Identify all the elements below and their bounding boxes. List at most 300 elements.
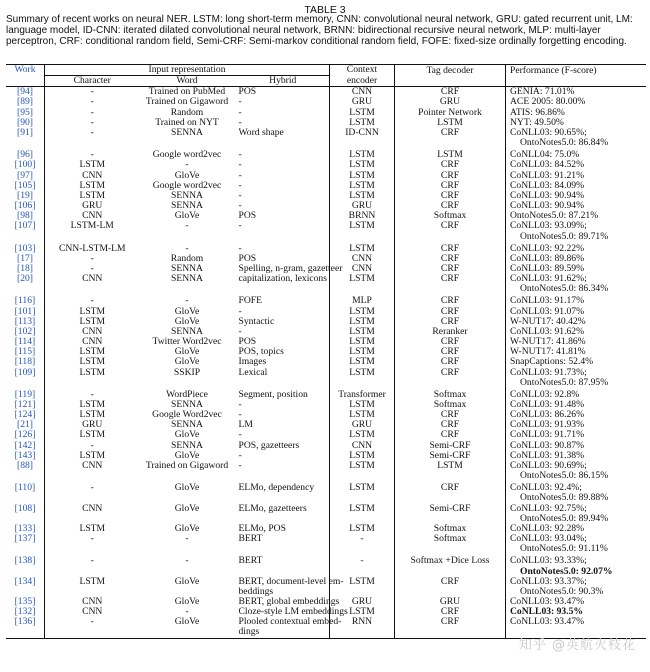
table-row	[6, 221, 646, 231]
cell-word: -	[185, 295, 189, 307]
cell-context-encoder: LSTM	[330, 481, 395, 493]
cell-work	[6, 232, 45, 242]
cell-word: GloVe	[174, 169, 200, 181]
cell-work[interactable]: [107]	[6, 221, 45, 231]
cell-performance: CoNLL03: 91.93%	[510, 419, 585, 431]
cell-word: SENNA	[171, 419, 203, 431]
cell-word	[140, 232, 235, 242]
cell-word: Twitter Word2vec	[152, 336, 222, 348]
cell-tag-decoder: CRF	[395, 410, 506, 420]
cell-hybrid	[235, 232, 330, 242]
cell-context-encoder: LSTM	[330, 524, 395, 534]
cell-work[interactable]: [101]	[6, 307, 45, 317]
table-row	[6, 242, 646, 254]
header-performance: Performance (F-score)	[506, 65, 647, 76]
cell-context-encoder: CNN	[330, 264, 395, 274]
cell-hybrid: POS, gazetteers	[238, 439, 300, 451]
cell-character: LSTM	[79, 315, 106, 327]
cell-work[interactable]: [98]	[6, 211, 45, 221]
cell-performance: W-NUT17: 41.81%	[510, 346, 586, 358]
cell-tag-decoder	[395, 284, 506, 294]
cell-word: SENNA	[171, 200, 203, 212]
cell-performance: CoNLL03: 92.28%	[510, 522, 585, 534]
cell-tag-decoder: CRF	[395, 191, 506, 201]
cell-character: LSTM	[79, 179, 106, 191]
cell-hybrid: -	[238, 409, 242, 421]
cell-context-encoder: GRU	[330, 420, 395, 430]
cell-tag-decoder	[395, 627, 506, 638]
cell-word: SENNA	[171, 399, 203, 410]
cell-context-encoder: Transformer	[330, 388, 395, 400]
table-row	[6, 544, 646, 554]
cell-work[interactable]: [121]	[6, 400, 45, 410]
cell-context-encoder: LSTM	[330, 108, 395, 118]
cell-character: LSTM	[79, 409, 106, 421]
cell-character: -	[90, 149, 94, 161]
cell-character: -	[90, 262, 94, 274]
header-word: Word	[140, 76, 235, 87]
cell-hybrid: -	[238, 189, 242, 201]
header-character: Character	[45, 76, 140, 87]
cell-hybrid	[235, 378, 330, 388]
cell-performance: CoNLL03: 91.38%	[510, 449, 585, 461]
cell-hybrid: beddings	[238, 585, 274, 597]
cell-character: CNN	[82, 325, 103, 337]
cell-character	[45, 378, 140, 388]
cell-performance: CoNLL03: 91.71%	[510, 429, 585, 441]
cell-work[interactable]: [134]	[6, 577, 45, 587]
cell-character: LSTM	[79, 346, 106, 358]
cell-context-encoder: LSTM	[330, 410, 395, 420]
cell-tag-decoder: Softmax	[395, 211, 506, 221]
cell-performance: OntoNotes5.0: 86.84%	[520, 137, 609, 149]
cell-word: GloVe	[174, 449, 200, 461]
cell-hybrid: -	[238, 96, 242, 108]
cell-work[interactable]: [138]	[6, 554, 45, 566]
cell-word: GloVe	[174, 575, 200, 587]
cell-context-encoder: LSTM	[330, 368, 395, 378]
cell-tag-decoder: CRF	[395, 337, 506, 347]
cell-character	[45, 471, 140, 481]
cell-work[interactable]: [136]	[6, 617, 45, 627]
cell-performance: CoNLL03: 90.65%;	[510, 126, 587, 138]
cell-character: -	[90, 616, 94, 628]
table-row	[6, 471, 646, 481]
cell-work[interactable]: [137]	[6, 534, 45, 544]
cell-work[interactable]: [88]	[6, 461, 45, 471]
cell-work[interactable]: [132]	[6, 607, 45, 617]
cell-context-encoder	[330, 471, 395, 481]
cell-character: -	[90, 252, 94, 264]
cell-context-encoder: CNN	[330, 254, 395, 264]
cell-word: SENNA	[171, 262, 203, 274]
cell-tag-decoder: CRF	[395, 420, 506, 430]
cell-context-encoder	[330, 627, 395, 638]
cell-word: GloVe	[174, 482, 200, 494]
cell-tag-decoder: CRF	[395, 430, 506, 440]
cell-performance: OntoNotes5.0: 91.11%	[520, 543, 608, 555]
cell-tag-decoder: Pointer Network	[395, 108, 506, 118]
cell-work[interactable]: [100]	[6, 160, 45, 170]
cell-performance: CoNLL03: 93.5%	[510, 606, 584, 618]
cell-tag-decoder	[395, 138, 506, 148]
cell-work	[6, 627, 45, 638]
cell-character: LSTM	[79, 575, 106, 587]
cell-tag-decoder: CRF	[395, 617, 506, 627]
cell-tag-decoder: Semi-CRF	[395, 504, 506, 514]
cell-performance: CoNLL03: 92.75%;	[510, 502, 587, 514]
cell-performance: GENIA: 71.01%	[510, 86, 575, 98]
cell-work[interactable]: [142]	[6, 441, 45, 451]
cell-performance: CoNLL03: 91.62%;	[510, 273, 587, 285]
cell-character	[45, 232, 140, 242]
cell-tag-decoder: CRF	[395, 171, 506, 181]
cell-tag-decoder: Softmax	[395, 524, 506, 534]
cell-context-encoder: LSTM	[330, 337, 395, 347]
cell-character	[45, 284, 140, 294]
cell-performance: OntoNotes5.0: 92.07%	[520, 565, 613, 577]
cell-work[interactable]: [20]	[6, 274, 45, 284]
cell-work[interactable]: [108]	[6, 504, 45, 514]
cell-word: -	[185, 242, 189, 254]
cell-work[interactable]: [105]	[6, 181, 45, 191]
cell-performance: CoNLL03: 84.09%	[510, 179, 585, 191]
cell-character: LSTM	[79, 356, 106, 368]
table-caption: Summary of recent works on neural NER. LSTM: long short-term memory, CNN: convolutional neural network, GRU: gated recurrent unit, LM: language model, ID-CNN: iterated dilated convolutional neural network, BRNN: bidirectional recursive neural network, MLP: multi-layer perceptron, CRF: conditional random field, Semi-CRF: Semi-markov conditional random field, FOFE: fixed-size ordinally forgetting encoding.	[6, 14, 633, 47]
cell-hybrid: -	[238, 325, 242, 337]
cell-tag-decoder: CRF	[395, 607, 506, 617]
cell-hybrid: dings	[235, 627, 330, 638]
cell-performance: CoNLL03: 91.62%	[510, 325, 585, 337]
cell-character: LSTM-LM	[70, 220, 114, 232]
cell-hybrid: -	[238, 429, 242, 441]
cell-hybrid: FOFE	[238, 295, 262, 307]
header-hybrid: Hybrid	[235, 76, 330, 87]
cell-performance: OntoNotes5.0: 89.94%	[520, 512, 609, 524]
cell-context-encoder: GRU	[330, 97, 395, 107]
cell-tag-decoder: CRF	[395, 357, 506, 367]
cell-performance: CoNLL03: 92.22%	[510, 242, 585, 254]
cell-context-encoder: LSTM	[330, 461, 395, 471]
cell-context-encoder: LSTM	[330, 181, 395, 191]
cell-context-encoder: CNN	[330, 87, 395, 98]
cell-character: CNN	[82, 595, 103, 607]
cell-performance: CoNLL03: 91.48%	[510, 399, 585, 410]
cell-hybrid: ELMo, dependency	[238, 482, 315, 494]
cell-tag-decoder: Softmax	[395, 388, 506, 400]
cell-tag-decoder: Softmax +Dice Loss	[395, 554, 506, 566]
cell-word: Google word2vec	[152, 179, 222, 191]
cell-performance: CoNLL03: 84.52%	[510, 159, 585, 171]
cell-word: -	[185, 606, 189, 618]
cell-work[interactable]: [18]	[6, 264, 45, 274]
cell-character: GRU	[82, 200, 103, 212]
cell-work[interactable]: [102]	[6, 327, 45, 337]
cell-character	[45, 544, 140, 554]
cell-hybrid: Plooled contextual embed-	[238, 616, 342, 628]
cell-hybrid: Cloze-style LM embeddings	[238, 606, 348, 618]
cell-hybrid: BERT, document-level em-	[238, 575, 344, 587]
cell-context-encoder: GRU	[330, 201, 395, 211]
cell-performance: NYT: 49.50%	[510, 116, 564, 128]
cell-performance: OntoNotes5.0: 86.34%	[520, 283, 609, 295]
cell-word: GloVe	[174, 429, 200, 441]
cell-hybrid: Images	[238, 356, 267, 368]
cell-character: CNN	[82, 210, 103, 222]
cell-tag-decoder: CRF	[395, 317, 506, 327]
cell-tag-decoder: GRU	[395, 597, 506, 607]
cell-word: GloVe	[174, 346, 200, 358]
cell-work[interactable]: [91]	[6, 128, 45, 138]
cell-performance: CoNLL03: 91.07%	[510, 305, 585, 317]
cell-word	[140, 138, 235, 148]
cell-hybrid: BERT	[238, 533, 263, 545]
cell-word: Random	[170, 252, 204, 264]
cell-character: -	[90, 533, 94, 545]
cell-performance: SnapCaptions: 52.4%	[510, 356, 594, 368]
cell-word: GloVe	[174, 522, 200, 534]
cell-work	[6, 378, 45, 388]
cell-word: WordPiece	[166, 388, 208, 400]
cell-character: CNN	[82, 606, 103, 618]
cell-word: -	[185, 533, 189, 545]
cell-character: LSTM	[79, 159, 106, 171]
cell-performance: ACE 2005: 80.00%	[510, 96, 586, 108]
cell-word: Trained on PubMed	[148, 86, 226, 98]
header-performance-cont	[506, 76, 647, 87]
cell-work[interactable]: [116]	[6, 294, 45, 306]
cell-hybrid: -	[238, 305, 242, 317]
cell-context-encoder: LSTM	[330, 221, 395, 231]
cell-word: GloVe	[174, 502, 200, 514]
cell-context-encoder	[330, 544, 395, 554]
cell-tag-decoder: CRF	[395, 160, 506, 170]
cell-tag-decoder: CRF	[395, 264, 506, 274]
cell-performance: CoNLL03: 93.04%;	[510, 533, 587, 545]
cell-character: -	[90, 555, 94, 567]
cell-work[interactable]: [109]	[6, 368, 45, 378]
cell-word: Trained on NYT	[155, 116, 219, 128]
cell-performance: CoNLL03: 93.47%	[510, 595, 585, 607]
cell-context-encoder: -	[330, 554, 395, 566]
header-context-encoder-line1: Context	[330, 65, 395, 76]
cell-tag-decoder: CRF	[395, 294, 506, 306]
cell-work[interactable]: [115]	[6, 347, 45, 357]
cell-hybrid: -	[238, 200, 242, 212]
cell-character: LSTM	[79, 429, 106, 441]
cell-performance: CoNLL03: 93.33%;	[510, 555, 587, 567]
cell-tag-decoder	[395, 232, 506, 242]
cell-hybrid: BERT, global embeddings	[238, 595, 340, 607]
cell-character: -	[90, 482, 94, 494]
cell-word: -	[185, 159, 189, 171]
cell-tag-decoder: CRF	[395, 221, 506, 231]
cell-work	[6, 284, 45, 294]
cell-hybrid: BERT	[238, 555, 263, 567]
cell-hybrid: -	[238, 220, 242, 232]
header-work-cont	[6, 76, 45, 87]
cell-hybrid: -	[238, 449, 242, 461]
cell-performance: CoNLL03: 91.21%	[510, 169, 585, 181]
watermark: 知乎 @英航火枝花	[518, 638, 636, 653]
cell-tag-decoder: CRF	[395, 242, 506, 254]
cell-hybrid	[235, 284, 330, 294]
cell-character: LSTM	[79, 399, 106, 410]
cell-performance: OntoNotes5.0: 90.3%	[520, 585, 604, 597]
cell-context-encoder: GRU	[330, 597, 395, 607]
cell-hybrid: -	[238, 459, 242, 471]
cell-character: CNN-LSTM-LM	[58, 242, 126, 254]
cell-work[interactable]: [135]	[6, 597, 45, 607]
cell-context-encoder: LSTM	[330, 577, 395, 587]
cell-character: LSTM	[79, 305, 106, 317]
cell-character: -	[90, 439, 94, 451]
cell-word: SSKIP	[173, 366, 201, 378]
cell-character: -	[90, 96, 94, 108]
cell-performance: W-NUT17: 40.42%	[510, 315, 586, 327]
cell-character: -	[90, 106, 94, 118]
cell-work[interactable]: [103]	[6, 242, 45, 254]
cell-word: GloVe	[174, 595, 200, 607]
cell-word: GloVe	[174, 315, 200, 327]
cell-work[interactable]: [17]	[6, 254, 45, 264]
header-context-encoder-line2: encoder	[330, 76, 395, 87]
cell-hybrid: -	[238, 149, 242, 161]
cell-hybrid: POS	[238, 252, 257, 264]
cell-context-encoder: LSTM	[330, 607, 395, 617]
cell-hybrid	[235, 544, 330, 554]
cell-work[interactable]: [21]	[6, 420, 45, 430]
cell-work[interactable]: [126]	[6, 430, 45, 440]
cell-context-encoder: LSTM	[330, 118, 395, 128]
cell-context-encoder: MLP	[330, 294, 395, 306]
cell-character: CNN	[82, 502, 103, 514]
cell-tag-decoder	[395, 544, 506, 554]
cell-performance: CoNLL03: 93.37%;	[510, 575, 587, 587]
cell-tag-decoder: LSTM	[395, 461, 506, 471]
cell-performance: OntoNotes5.0: 86.15%	[520, 470, 609, 482]
cell-work[interactable]: [96]	[6, 148, 45, 160]
cell-tag-decoder: LSTM	[395, 148, 506, 160]
cell-work[interactable]: [143]	[6, 451, 45, 461]
cell-tag-decoder: CRF	[395, 201, 506, 211]
cell-hybrid: POS	[238, 210, 257, 222]
cell-work[interactable]: [113]	[6, 317, 45, 327]
cell-character: CNN	[82, 336, 103, 348]
cell-work[interactable]: [90]	[6, 118, 45, 128]
cell-hybrid: -	[238, 159, 242, 171]
cell-performance: CoNLL03: 86.26%	[510, 409, 585, 421]
cell-context-encoder: LSTM	[330, 307, 395, 317]
cell-performance: CoNLL04: 75.0%	[510, 149, 580, 161]
cell-context-encoder: LSTM	[330, 191, 395, 201]
table-body	[6, 87, 646, 638]
cell-character: CNN	[82, 169, 103, 181]
cell-context-encoder	[330, 284, 395, 294]
cell-work[interactable]: [133]	[6, 524, 45, 534]
cell-hybrid: Spelling, n-gram, gazetteer	[238, 262, 343, 274]
cell-character: -	[90, 295, 94, 307]
cell-work[interactable]: [89]	[6, 97, 45, 107]
cell-context-encoder: ID-CNN	[330, 128, 395, 138]
cell-work[interactable]: [110]	[6, 481, 45, 493]
cell-context-encoder: LSTM	[330, 171, 395, 181]
cell-context-encoder: LSTM	[330, 504, 395, 514]
cell-word: -	[185, 555, 189, 567]
cell-character	[45, 627, 140, 638]
cell-work[interactable]: [97]	[6, 171, 45, 181]
cell-performance: CoNLL03: 90.69%;	[510, 459, 587, 471]
cell-context-encoder: LSTM	[330, 242, 395, 254]
cell-hybrid: capitalization, lexicons	[238, 273, 327, 285]
cell-hybrid: LM	[238, 419, 253, 431]
cell-tag-decoder: CRF	[395, 254, 506, 264]
cell-work[interactable]: [106]	[6, 201, 45, 211]
cell-performance: OntoNotes5.0: 89.88%	[520, 492, 609, 504]
cell-word	[140, 284, 235, 294]
cell-performance: OntoNotes5.0: 87.95%	[520, 376, 609, 388]
cell-character	[45, 138, 140, 148]
cell-tag-decoder: CRF	[395, 347, 506, 357]
cell-hybrid: ELMo, POS	[238, 522, 286, 534]
cell-context-encoder	[330, 232, 395, 242]
cell-work[interactable]: [114]	[6, 337, 45, 347]
cell-work	[6, 138, 45, 148]
cell-word	[140, 378, 235, 388]
cell-work[interactable]: [95]	[6, 108, 45, 118]
cell-character: CNN	[82, 459, 103, 471]
header-tag-decoder-cont	[395, 76, 506, 87]
cell-word: SENNA	[171, 126, 203, 138]
cell-context-encoder: LSTM	[330, 430, 395, 440]
cell-word: SENNA	[171, 439, 203, 451]
cell-hybrid: -	[238, 242, 242, 254]
cell-context-encoder: -	[330, 534, 395, 544]
cell-word: Google word2vec	[152, 149, 222, 161]
table-row	[6, 378, 646, 388]
cell-word: Trained on Gigaword	[145, 96, 229, 108]
header-tag-decoder: Tag decoder	[395, 65, 506, 76]
cell-hybrid: Segment, position	[238, 388, 308, 400]
cell-context-encoder: LSTM	[330, 160, 395, 170]
cell-performance: CoNLL03: 93.09%;	[510, 220, 587, 232]
cell-work[interactable]: [124]	[6, 410, 45, 420]
cell-tag-decoder: Semi-CRF	[395, 451, 506, 461]
cell-hybrid: -	[238, 169, 242, 181]
cell-work[interactable]: [94]	[6, 87, 45, 98]
cell-hybrid: -	[238, 399, 242, 410]
cell-character: -	[90, 116, 94, 128]
cell-character: LSTM	[79, 522, 106, 534]
cell-character: LSTM	[79, 449, 106, 461]
cell-work	[6, 471, 45, 481]
cell-tag-decoder: LSTM	[395, 118, 506, 128]
cell-context-encoder: LSTM	[330, 400, 395, 410]
cell-performance: CoNLL03: 90.87%	[510, 439, 585, 451]
cell-hybrid	[235, 471, 330, 481]
cell-work[interactable]: [119]	[6, 388, 45, 400]
cell-word: GloVe	[174, 356, 200, 368]
cell-context-encoder: CNN	[330, 441, 395, 451]
cell-performance: CoNLL03: 92.8%	[510, 388, 580, 400]
cell-hybrid	[235, 138, 330, 148]
cell-context-encoder	[330, 138, 395, 148]
cell-work[interactable]: [19]	[6, 191, 45, 201]
cell-performance: CoNLL03: 90.94%	[510, 200, 585, 212]
cell-context-encoder: LSTM	[330, 347, 395, 357]
cell-work[interactable]: [118]	[6, 357, 45, 367]
cell-tag-decoder: CRF	[395, 481, 506, 493]
